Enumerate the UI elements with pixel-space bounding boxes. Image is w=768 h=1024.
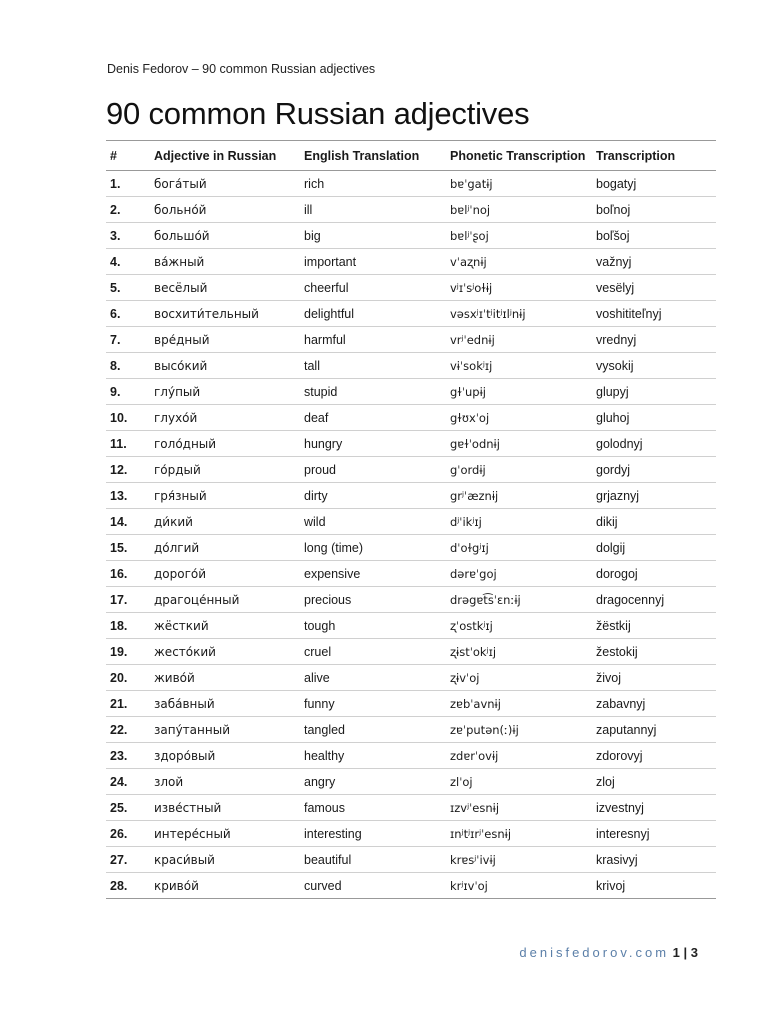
latin-transcription: živoj — [592, 665, 716, 691]
russian-adjective: большо́й — [150, 223, 300, 249]
english-translation: funny — [300, 691, 446, 717]
row-number: 25. — [106, 795, 150, 821]
english-translation: wild — [300, 509, 446, 535]
row-number: 20. — [106, 665, 150, 691]
phonetic-transcription: ɪnʲtʲɪrʲˈesnɨj — [446, 821, 592, 847]
table-row — [106, 717, 716, 743]
russian-adjective: интере́сный — [150, 821, 300, 847]
phonetic-transcription: ʐˈostkʲɪj — [446, 613, 592, 639]
english-translation: precious — [300, 587, 446, 613]
table-row — [106, 431, 716, 457]
russian-adjective: злой — [150, 769, 300, 795]
row-number: 14. — [106, 509, 150, 535]
english-translation: proud — [300, 457, 446, 483]
phonetic-transcription: vʲɪˈsʲoɫɨj — [446, 275, 592, 301]
latin-transcription: grjaznyj — [592, 483, 716, 509]
table-row — [106, 561, 716, 587]
english-translation: delightful — [300, 301, 446, 327]
russian-adjective: криво́й — [150, 873, 300, 899]
russian-adjective: дорого́й — [150, 561, 300, 587]
row-number: 10. — [106, 405, 150, 431]
phonetic-transcription: drəgɐt͡sˈɛnːɨj — [446, 587, 592, 613]
russian-adjective: го́рдый — [150, 457, 300, 483]
phonetic-transcription: ʐɨstˈokʲɪj — [446, 639, 592, 665]
russian-adjective: гря́зный — [150, 483, 300, 509]
row-number: 24. — [106, 769, 150, 795]
footer-page-number: 1 | 3 — [672, 945, 698, 960]
row-number: 21. — [106, 691, 150, 717]
table-body — [106, 171, 716, 899]
english-translation: expensive — [300, 561, 446, 587]
russian-adjective: восхити́тельный — [150, 301, 300, 327]
table-row — [106, 405, 716, 431]
table-row — [106, 795, 716, 821]
table-row — [106, 743, 716, 769]
latin-transcription: izvestnyj — [592, 795, 716, 821]
english-translation: harmful — [300, 327, 446, 353]
english-translation: tangled — [300, 717, 446, 743]
latin-transcription: golodnyj — [592, 431, 716, 457]
row-number: 17. — [106, 587, 150, 613]
russian-adjective: глу́пый — [150, 379, 300, 405]
russian-adjective: голо́дный — [150, 431, 300, 457]
latin-transcription: boľnoj — [592, 197, 716, 223]
row-number: 19. — [106, 639, 150, 665]
english-translation: hungry — [300, 431, 446, 457]
row-number: 15. — [106, 535, 150, 561]
english-translation: big — [300, 223, 446, 249]
row-number: 6. — [106, 301, 150, 327]
latin-transcription: gordyj — [592, 457, 716, 483]
table-row — [106, 509, 716, 535]
row-number: 16. — [106, 561, 150, 587]
table-row — [106, 353, 716, 379]
page-footer — [519, 945, 698, 960]
row-number: 26. — [106, 821, 150, 847]
latin-transcription: dolgij — [592, 535, 716, 561]
table-row — [106, 275, 716, 301]
column-header-phonetic: Phonetic Transcription — [446, 141, 592, 171]
phonetic-transcription: vɨˈsokʲɪj — [446, 353, 592, 379]
phonetic-transcription: bɐlʲˈnoj — [446, 197, 592, 223]
english-translation: deaf — [300, 405, 446, 431]
phonetic-transcription: gˈordɨj — [446, 457, 592, 483]
table-row — [106, 665, 716, 691]
latin-transcription: vysokij — [592, 353, 716, 379]
russian-adjective: высо́кий — [150, 353, 300, 379]
phonetic-transcription: bɐlʲˈʂoj — [446, 223, 592, 249]
table-row — [106, 587, 716, 613]
row-number: 4. — [106, 249, 150, 275]
latin-transcription: boľšoj — [592, 223, 716, 249]
latin-transcription: dragocennyj — [592, 587, 716, 613]
column-header-russian: Adjective in Russian — [150, 141, 300, 171]
running-header: Denis Fedorov – 90 common Russian adjectives — [107, 62, 376, 76]
russian-adjective: весёлый — [150, 275, 300, 301]
latin-transcription: žestokij — [592, 639, 716, 665]
phonetic-transcription: zdɐrˈovɨj — [446, 743, 592, 769]
phonetic-transcription: dʲˈikʲɪj — [446, 509, 592, 535]
phonetic-transcription: bɐˈgatɨj — [446, 171, 592, 197]
english-translation: beautiful — [300, 847, 446, 873]
latin-transcription: vrednyj — [592, 327, 716, 353]
latin-transcription: vesëlyj — [592, 275, 716, 301]
english-translation: ill — [300, 197, 446, 223]
latin-transcription: dorogoj — [592, 561, 716, 587]
phonetic-transcription: zɐˈputən(ː)ɨj — [446, 717, 592, 743]
english-translation: long (time) — [300, 535, 446, 561]
phonetic-transcription: gɫʊxˈoj — [446, 405, 592, 431]
phonetic-transcription: dˈoɫgʲɪj — [446, 535, 592, 561]
russian-adjective: живо́й — [150, 665, 300, 691]
russian-adjective: запу́танный — [150, 717, 300, 743]
phonetic-transcription: ɪzvʲˈesnɨj — [446, 795, 592, 821]
english-translation: curved — [300, 873, 446, 899]
table-row — [106, 769, 716, 795]
phonetic-transcription: zlˈoj — [446, 769, 592, 795]
row-number: 5. — [106, 275, 150, 301]
english-translation: famous — [300, 795, 446, 821]
english-translation: interesting — [300, 821, 446, 847]
table-row — [106, 301, 716, 327]
phonetic-transcription: vəsxʲɪˈtʲitʲɪlʲnɨj — [446, 301, 592, 327]
phonetic-transcription: krʲɪvˈoj — [446, 873, 592, 899]
table-row — [106, 691, 716, 717]
russian-adjective: заба́вный — [150, 691, 300, 717]
english-translation: angry — [300, 769, 446, 795]
table-row — [106, 223, 716, 249]
row-number: 8. — [106, 353, 150, 379]
latin-transcription: krasivyj — [592, 847, 716, 873]
latin-transcription: zdorovyj — [592, 743, 716, 769]
table-row — [106, 197, 716, 223]
phonetic-transcription: grʲˈæznɨj — [446, 483, 592, 509]
russian-adjective: вре́дный — [150, 327, 300, 353]
table-row — [106, 483, 716, 509]
table-row — [106, 249, 716, 275]
row-number: 18. — [106, 613, 150, 639]
page-title: 90 common Russian adjectives — [106, 96, 530, 131]
russian-adjective: жесто́кий — [150, 639, 300, 665]
latin-transcription: krivoj — [592, 873, 716, 899]
table-row — [106, 639, 716, 665]
russian-adjective: бога́тый — [150, 171, 300, 197]
russian-adjective: изве́стный — [150, 795, 300, 821]
row-number: 22. — [106, 717, 150, 743]
latin-transcription: važnyj — [592, 249, 716, 275]
english-translation: rich — [300, 171, 446, 197]
phonetic-transcription: gɐɫˈodnɨj — [446, 431, 592, 457]
english-translation: cheerful — [300, 275, 446, 301]
phonetic-transcription: vˈaʐnɨj — [446, 249, 592, 275]
column-header-number: # — [106, 141, 150, 171]
table-header-row — [106, 141, 716, 171]
english-translation: tough — [300, 613, 446, 639]
latin-transcription: žëstkij — [592, 613, 716, 639]
latin-transcription: zloj — [592, 769, 716, 795]
english-translation: alive — [300, 665, 446, 691]
row-number: 11. — [106, 431, 150, 457]
latin-transcription: bogatyj — [592, 171, 716, 197]
russian-adjective: жёсткий — [150, 613, 300, 639]
phonetic-transcription: gɫˈupɨj — [446, 379, 592, 405]
row-number: 13. — [106, 483, 150, 509]
row-number: 3. — [106, 223, 150, 249]
column-header-transcription: Transcription — [592, 141, 716, 171]
table-row — [106, 873, 716, 899]
latin-transcription: zabavnyj — [592, 691, 716, 717]
latin-transcription: dikij — [592, 509, 716, 535]
row-number: 28. — [106, 873, 150, 899]
latin-transcription: interesnyj — [592, 821, 716, 847]
table-row — [106, 457, 716, 483]
russian-adjective: больно́й — [150, 197, 300, 223]
english-translation: cruel — [300, 639, 446, 665]
latin-transcription: zaputannyj — [592, 717, 716, 743]
latin-transcription: gluhoj — [592, 405, 716, 431]
row-number: 7. — [106, 327, 150, 353]
phonetic-transcription: vrʲˈednɨj — [446, 327, 592, 353]
row-number: 12. — [106, 457, 150, 483]
table-row — [106, 613, 716, 639]
latin-transcription: glupyj — [592, 379, 716, 405]
table-row — [106, 847, 716, 873]
table-row — [106, 171, 716, 197]
russian-adjective: ди́кий — [150, 509, 300, 535]
table-row — [106, 379, 716, 405]
row-number: 23. — [106, 743, 150, 769]
english-translation: dirty — [300, 483, 446, 509]
adjectives-table — [106, 140, 716, 899]
table-row — [106, 821, 716, 847]
table-row — [106, 327, 716, 353]
footer-site-link[interactable]: denisfedorov.com — [519, 945, 670, 960]
row-number: 9. — [106, 379, 150, 405]
russian-adjective: здоро́вый — [150, 743, 300, 769]
row-number: 27. — [106, 847, 150, 873]
english-translation: important — [300, 249, 446, 275]
row-number: 1. — [106, 171, 150, 197]
phonetic-transcription: krɐsʲˈivɨj — [446, 847, 592, 873]
latin-transcription: voshititeľnyj — [592, 301, 716, 327]
phonetic-transcription: dərɐˈgoj — [446, 561, 592, 587]
english-translation: healthy — [300, 743, 446, 769]
russian-adjective: глухо́й — [150, 405, 300, 431]
row-number: 2. — [106, 197, 150, 223]
phonetic-transcription: zɐbˈavnɨj — [446, 691, 592, 717]
column-header-english: English Translation — [300, 141, 446, 171]
english-translation: stupid — [300, 379, 446, 405]
russian-adjective: ва́жный — [150, 249, 300, 275]
phonetic-transcription: ʐɨvˈoj — [446, 665, 592, 691]
russian-adjective: драгоце́нный — [150, 587, 300, 613]
russian-adjective: до́лгий — [150, 535, 300, 561]
table-row — [106, 535, 716, 561]
russian-adjective: краси́вый — [150, 847, 300, 873]
english-translation: tall — [300, 353, 446, 379]
